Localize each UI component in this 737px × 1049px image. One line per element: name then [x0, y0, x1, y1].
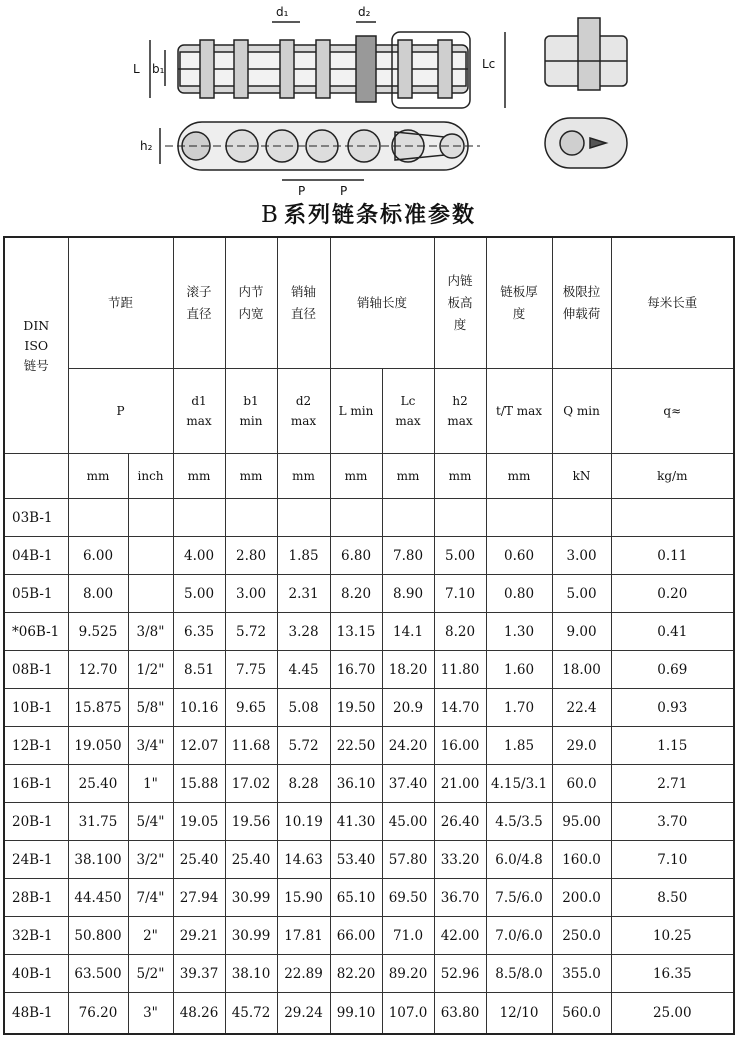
table-cell: 27.94 [173, 879, 225, 917]
header-sym-d2: d2 max [277, 369, 330, 454]
table-cell: 25.00 [611, 993, 734, 1035]
table-cell: 355.0 [552, 955, 611, 993]
table-cell: 7.10 [434, 575, 486, 613]
table-cell [434, 499, 486, 537]
table-cell: 76.20 [68, 993, 128, 1035]
table-row [4, 841, 734, 879]
table-cell: 6.00 [68, 537, 128, 575]
table-cell: 63.500 [68, 955, 128, 993]
table-cell: 31.75 [68, 803, 128, 841]
table-cell: 3/4" [128, 727, 173, 765]
table-cell: 29.21 [173, 917, 225, 955]
table-cell: 250.0 [552, 917, 611, 955]
label-p1: P [298, 184, 306, 198]
table-cell: 6.35 [173, 613, 225, 651]
table-cell: 33.20 [434, 841, 486, 879]
chain-code-cell: 40B-1 [4, 955, 68, 993]
header-sym-qw: q≈ [611, 369, 734, 454]
table-cell: 5/4" [128, 803, 173, 841]
table-cell: 63.80 [434, 993, 486, 1035]
unit-cell: mm [382, 454, 434, 499]
table-cell: 3.70 [611, 803, 734, 841]
table-cell: 30.99 [225, 879, 277, 917]
chain-code-cell: 20B-1 [4, 803, 68, 841]
table-cell: 1.60 [486, 651, 552, 689]
table-cell: 5.72 [225, 613, 277, 651]
table-cell: 39.37 [173, 955, 225, 993]
table-cell: 1.85 [486, 727, 552, 765]
table-cell: 29.0 [552, 727, 611, 765]
table-cell: 5.00 [173, 575, 225, 613]
table-row [4, 499, 734, 537]
table-cell: 15.88 [173, 765, 225, 803]
table-cell: 20.9 [382, 689, 434, 727]
table-cell: 16.70 [330, 651, 382, 689]
table-cell: 19.50 [330, 689, 382, 727]
table-cell: 7.80 [382, 537, 434, 575]
table-cell: 3/8" [128, 613, 173, 651]
table-cell: 5.00 [552, 575, 611, 613]
table-cell: 2.31 [277, 575, 330, 613]
table-cell: 7.0/6.0 [486, 917, 552, 955]
header-tensile: 极限拉 伸载荷 [552, 237, 611, 369]
chain-code-cell: *06B-1 [4, 613, 68, 651]
chain-code-cell: 16B-1 [4, 765, 68, 803]
header-sym-b1: b1 min [225, 369, 277, 454]
table-cell: 69.50 [382, 879, 434, 917]
unit-cell: mm [225, 454, 277, 499]
table-cell: 22.4 [552, 689, 611, 727]
table-cell: 4.15/3.1 [486, 765, 552, 803]
table-cell: 17.81 [277, 917, 330, 955]
table-cell: 17.02 [225, 765, 277, 803]
table-cell [611, 499, 734, 537]
table-cell: 29.24 [277, 993, 330, 1035]
header-chain-no [4, 237, 68, 454]
table-cell [277, 499, 330, 537]
table-cell: 44.450 [68, 879, 128, 917]
table-cell: 57.80 [382, 841, 434, 879]
header-chain-label: 链号 [23, 357, 49, 373]
table-cell: 48.26 [173, 993, 225, 1035]
table-cell: 13.15 [330, 613, 382, 651]
table-cell: 5.00 [434, 537, 486, 575]
table-cell: 26.40 [434, 803, 486, 841]
table-cell: 160.0 [552, 841, 611, 879]
table-cell: 0.20 [611, 575, 734, 613]
header-pin-dia: 销轴 直径 [277, 237, 330, 369]
table-cell: 14.70 [434, 689, 486, 727]
header-sym-lmin: L min [330, 369, 382, 454]
table-cell: 19.05 [173, 803, 225, 841]
chain-code-cell: 05B-1 [4, 575, 68, 613]
table-row [4, 651, 734, 689]
table-cell: 2.80 [225, 537, 277, 575]
table-row [4, 993, 734, 1035]
table-cell: 12/10 [486, 993, 552, 1035]
table-cell: 1" [128, 765, 173, 803]
unit-cell: mm [277, 454, 330, 499]
table-cell: 11.80 [434, 651, 486, 689]
table-cell: 30.99 [225, 917, 277, 955]
table-cell: 14.1 [382, 613, 434, 651]
table-cell: 42.00 [434, 917, 486, 955]
table-cell: 36.70 [434, 879, 486, 917]
table-cell: 7/4" [128, 879, 173, 917]
table-cell [68, 499, 128, 537]
table-cell: 18.00 [552, 651, 611, 689]
label-Lc: Lc [482, 57, 496, 71]
table-cell: 0.60 [486, 537, 552, 575]
table-cell: 8.28 [277, 765, 330, 803]
table-cell: 19.56 [225, 803, 277, 841]
table-cell: 19.050 [68, 727, 128, 765]
header-pitch: 节距 [68, 237, 173, 369]
table-cell [128, 499, 173, 537]
table-body [4, 499, 734, 1035]
table-cell: 8.5/8.0 [486, 955, 552, 993]
table-cell: 9.65 [225, 689, 277, 727]
table-cell: 10.19 [277, 803, 330, 841]
label-b1: b₁ [152, 62, 165, 76]
table-cell: 1.15 [611, 727, 734, 765]
unit-cell: inch [128, 454, 173, 499]
label-L: L [133, 62, 140, 76]
table-cell: 36.10 [330, 765, 382, 803]
table-cell: 3.00 [225, 575, 277, 613]
table-cell: 14.63 [277, 841, 330, 879]
table-cell: 1/2" [128, 651, 173, 689]
label-h2: h₂ [140, 139, 153, 153]
table-cell [552, 499, 611, 537]
table-cell: 107.0 [382, 993, 434, 1035]
table-cell: 5/2" [128, 955, 173, 993]
table-cell: 10.25 [611, 917, 734, 955]
table-cell: 21.00 [434, 765, 486, 803]
title-latin: B [261, 202, 280, 228]
table-cell: 200.0 [552, 879, 611, 917]
table-cell: 0.69 [611, 651, 734, 689]
table-cell: 0.93 [611, 689, 734, 727]
table-cell: 7.10 [611, 841, 734, 879]
table-row [4, 537, 734, 575]
table-cell: 89.20 [382, 955, 434, 993]
table-cell: 95.00 [552, 803, 611, 841]
table-cell: 65.10 [330, 879, 382, 917]
table-row [4, 727, 734, 765]
unit-cell: mm [434, 454, 486, 499]
title-chinese: 系列链条标准参数 [283, 203, 476, 228]
chain-code-cell: 08B-1 [4, 651, 68, 689]
table-row [4, 917, 734, 955]
header-sym-q: Q min [552, 369, 611, 454]
table-cell: 16.00 [434, 727, 486, 765]
table-cell: 8.20 [330, 575, 382, 613]
header-plate-height: 内链 板高 度 [434, 237, 486, 369]
table-row [4, 765, 734, 803]
table-cell: 16.35 [611, 955, 734, 993]
table-cell: 22.50 [330, 727, 382, 765]
unit-cell: mm [486, 454, 552, 499]
table-cell: 25.40 [225, 841, 277, 879]
chain-code-cell: 48B-1 [4, 993, 68, 1035]
table-cell: 1.70 [486, 689, 552, 727]
table-cell: 82.20 [330, 955, 382, 993]
header-pin-length: 销轴长度 [330, 237, 434, 369]
header-sym-t: t/T max [486, 369, 552, 454]
table-cell: 45.72 [225, 993, 277, 1035]
unit-blank [4, 454, 68, 499]
unit-cell: mm [68, 454, 128, 499]
table-cell: 50.800 [68, 917, 128, 955]
unit-cell: kg/m [611, 454, 734, 499]
table-cell [330, 499, 382, 537]
unit-cell: mm [330, 454, 382, 499]
table-cell: 8.51 [173, 651, 225, 689]
table-cell: 560.0 [552, 993, 611, 1035]
unit-cell: mm [173, 454, 225, 499]
chain-code-cell: 24B-1 [4, 841, 68, 879]
units-row [4, 454, 734, 499]
table-cell [486, 499, 552, 537]
table-cell: 5.72 [277, 727, 330, 765]
table-cell: 37.40 [382, 765, 434, 803]
table-row [4, 575, 734, 613]
table-cell [128, 537, 173, 575]
table-cell: 6.80 [330, 537, 382, 575]
header-sym-lc: Lc max [382, 369, 434, 454]
table-cell: 22.89 [277, 955, 330, 993]
table-cell: 2.71 [611, 765, 734, 803]
header-sym-d1: d1 max [173, 369, 225, 454]
table-cell: 3" [128, 993, 173, 1035]
table-cell: 25.40 [68, 765, 128, 803]
table-cell: 5/8" [128, 689, 173, 727]
table-cell: 15.90 [277, 879, 330, 917]
header-weight: 每米长重 [611, 237, 734, 369]
table-cell: 4.45 [277, 651, 330, 689]
table-cell: 1.30 [486, 613, 552, 651]
header-sym-h2: h2 max [434, 369, 486, 454]
table-cell: 0.41 [611, 613, 734, 651]
table-cell [173, 499, 225, 537]
table-cell: 4.5/3.5 [486, 803, 552, 841]
label-p2: P [340, 184, 348, 198]
table-cell: 0.80 [486, 575, 552, 613]
table-cell: 3.00 [552, 537, 611, 575]
table-row [4, 613, 734, 651]
table-cell: 11.68 [225, 727, 277, 765]
header-roller-dia: 滚子 直径 [173, 237, 225, 369]
table-cell: 60.0 [552, 765, 611, 803]
unit-cell: kN [552, 454, 611, 499]
table-cell: 8.50 [611, 879, 734, 917]
table-cell: 0.11 [611, 537, 734, 575]
table-cell: 38.100 [68, 841, 128, 879]
header-iso: ISO [24, 337, 49, 353]
table-cell [225, 499, 277, 537]
table-cell: 38.10 [225, 955, 277, 993]
table-cell: 15.875 [68, 689, 128, 727]
table-row [4, 803, 734, 841]
table-cell: 18.20 [382, 651, 434, 689]
table-cell: 9.525 [68, 613, 128, 651]
table-cell: 52.96 [434, 955, 486, 993]
chain-code-cell: 03B-1 [4, 499, 68, 537]
table-cell: 8.00 [68, 575, 128, 613]
table-cell: 12.70 [68, 651, 128, 689]
label-d1: d₁ [276, 5, 289, 19]
table-cell: 66.00 [330, 917, 382, 955]
header-inner-width: 内节 内宽 [225, 237, 277, 369]
table-cell: 53.40 [330, 841, 382, 879]
table-cell: 12.07 [173, 727, 225, 765]
table-cell: 10.16 [173, 689, 225, 727]
chain-spec-table [3, 236, 735, 1035]
table-cell: 8.20 [434, 613, 486, 651]
table-cell: 8.90 [382, 575, 434, 613]
table-row [4, 955, 734, 993]
table-cell: 5.08 [277, 689, 330, 727]
table-cell [128, 575, 173, 613]
chain-code-cell: 12B-1 [4, 727, 68, 765]
header-plate-thickness: 链板厚 度 [486, 237, 552, 369]
table-cell: 71.0 [382, 917, 434, 955]
table-cell: 99.10 [330, 993, 382, 1035]
chain-diagram [0, 0, 737, 200]
table-cell: 45.00 [382, 803, 434, 841]
table-cell: 41.30 [330, 803, 382, 841]
table-cell: 4.00 [173, 537, 225, 575]
chain-code-cell: 04B-1 [4, 537, 68, 575]
table-row [4, 689, 734, 727]
table-row [4, 879, 734, 917]
table-cell: 6.0/4.8 [486, 841, 552, 879]
table-cell: 25.40 [173, 841, 225, 879]
chain-code-cell: 10B-1 [4, 689, 68, 727]
chain-code-cell: 32B-1 [4, 917, 68, 955]
table-cell: 9.00 [552, 613, 611, 651]
table-cell [382, 499, 434, 537]
header-din: DIN [23, 317, 50, 333]
table-cell: 3/2" [128, 841, 173, 879]
chain-code-cell: 28B-1 [4, 879, 68, 917]
table-cell: 1.85 [277, 537, 330, 575]
table-cell: 24.20 [382, 727, 434, 765]
label-d2: d₂ [358, 5, 371, 19]
table-cell: 7.5/6.0 [486, 879, 552, 917]
table-cell: 3.28 [277, 613, 330, 651]
table-cell: 2" [128, 917, 173, 955]
page-title [0, 198, 737, 232]
header-sym-p: P [68, 369, 173, 454]
table-cell: 7.75 [225, 651, 277, 689]
